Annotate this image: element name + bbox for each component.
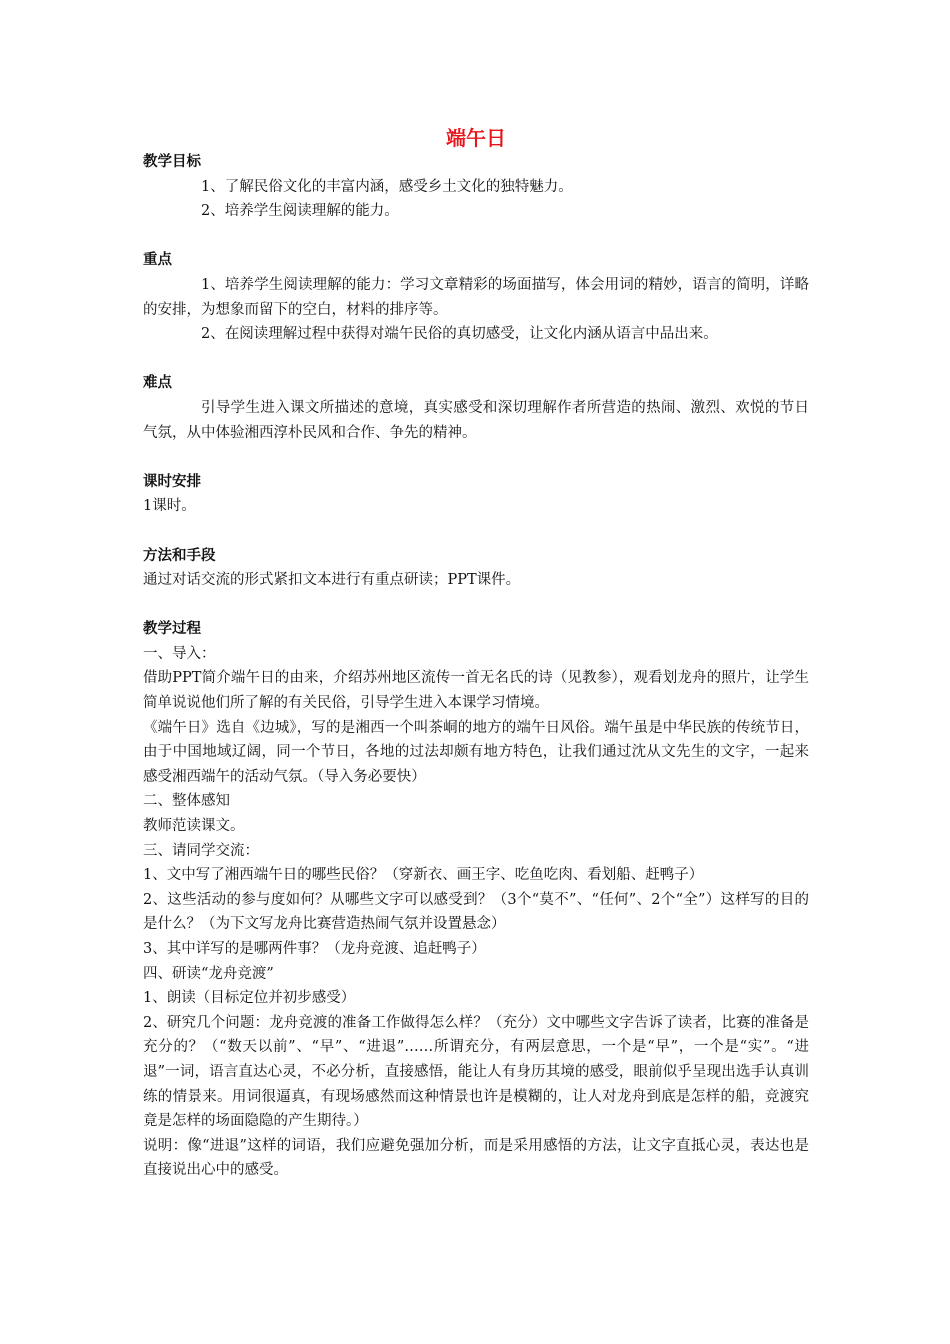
process-line: 1、文中写了湘西端午日的哪些民俗？（穿新衣、画王字、吃鱼吃肉、看划船、赶鸭子）	[143, 867, 704, 884]
process-line: 2、研究几个问题：龙舟竞渡的准备工作做得怎么样？（充分）文中哪些文字告诉了读者，比赛的准备是充分的？（“数天以前”、“早”、“进退”……所谓充分，有两层意思，一个是“早”，一个是“实”。“进退”一词，语言直达心灵，不必分析，直接感悟，能让人有身历其境的感受，眼前似乎呈现出选手认真训练的情景来。用词很逼真，有现场感然而这种情景也许是模糊的，让人对龙舟到底是怎样的船，竞渡究竟是怎样的场面隐隐的产生期待。）	[143, 1014, 809, 1130]
spacer	[143, 445, 809, 470]
process-heading: 教学过程	[143, 621, 201, 638]
process-line: 说明：像“进退”这样的词语，我们应避免强加分析，而是采用感悟的方法，让文字直抵心灵，表达也是直接说出心中的感受。	[143, 1137, 809, 1179]
spacer	[143, 519, 809, 544]
process-line: 《端午日》选自《边城》，写的是湘西一个叫茶峒的地方的端午日风俗。端午虽是中华民族的传统节日，由于中国地域辽阔，同一个节日，各地的过法却颇有地方特色，让我们通过沈从文先生的文字，一起来感受湘西端午的活动气氛。（导入务必要快）	[143, 719, 809, 785]
goal-item: 1、了解民俗文化的丰富内涵，感受乡土文化的独特魅力。	[201, 178, 573, 195]
difficulties-heading: 难点	[143, 375, 172, 392]
process-line: 三、请同学交流：	[143, 842, 259, 859]
process-line: 借助PPT简介端午日的由来，介绍苏州地区流传一首无名氏的诗（见教参），观看划龙舟的照片，让学生简单说说他们所了解的有关民俗，引导学生进入本课学习情境。	[143, 670, 809, 712]
difficulties-text: 引导学生进入课文所描述的意境，真实感受和深切理解作者所营造的热闹、激烈、欢悦的节日气氛，从中体验湘西淳朴民风和合作、争先的精神。	[143, 399, 809, 441]
process-line: 3、其中详写的是哪两件事？（龙舟竞渡、追赶鸭子）	[143, 941, 486, 957]
key-points-heading: 重点	[143, 252, 172, 269]
methods-heading: 方法和手段	[143, 547, 216, 564]
process-line: 二、整体感知	[143, 793, 230, 810]
goal-item: 2、培养学生阅读理解的能力。	[201, 203, 399, 220]
spacer	[143, 593, 809, 618]
process-line: 1、朗读（目标定位并初步感受）	[143, 990, 356, 1007]
goals-heading: 教学目标	[143, 154, 201, 170]
document-body	[143, 150, 809, 1183]
spacer	[143, 224, 809, 249]
spacer	[143, 347, 809, 372]
document-title: 端午日	[446, 126, 506, 150]
schedule-heading: 课时安排	[143, 473, 201, 490]
process-line: 2、这些活动的参与度如何？从哪些文字可以感受到？（3个“莫不”、“任何”、2个“全”）这样写的目的是什么？（为下文写龙舟比赛营造热闹气氛并设置悬念）	[143, 891, 809, 933]
key-point-item: 1、培养学生阅读理解的能力：学习文章精彩的场面描写，体会用词的精妙，语言的简明，详略的安排，为想象而留下的空白，材料的排序等。	[143, 276, 809, 318]
process-line: 一、导入：	[143, 645, 216, 662]
schedule-text: 1课时。	[143, 498, 196, 515]
methods-text: 通过对话交流的形式紧扣文本进行有重点研读；PPT课件。	[143, 572, 521, 589]
process-line: 教师范读课文。	[143, 818, 245, 835]
process-line: 四、研读“龙舟竞渡”	[143, 965, 274, 982]
key-point-item: 2、在阅读理解过程中获得对端午民俗的真切感受，让文化内涵从语言中品出来。	[201, 326, 718, 343]
